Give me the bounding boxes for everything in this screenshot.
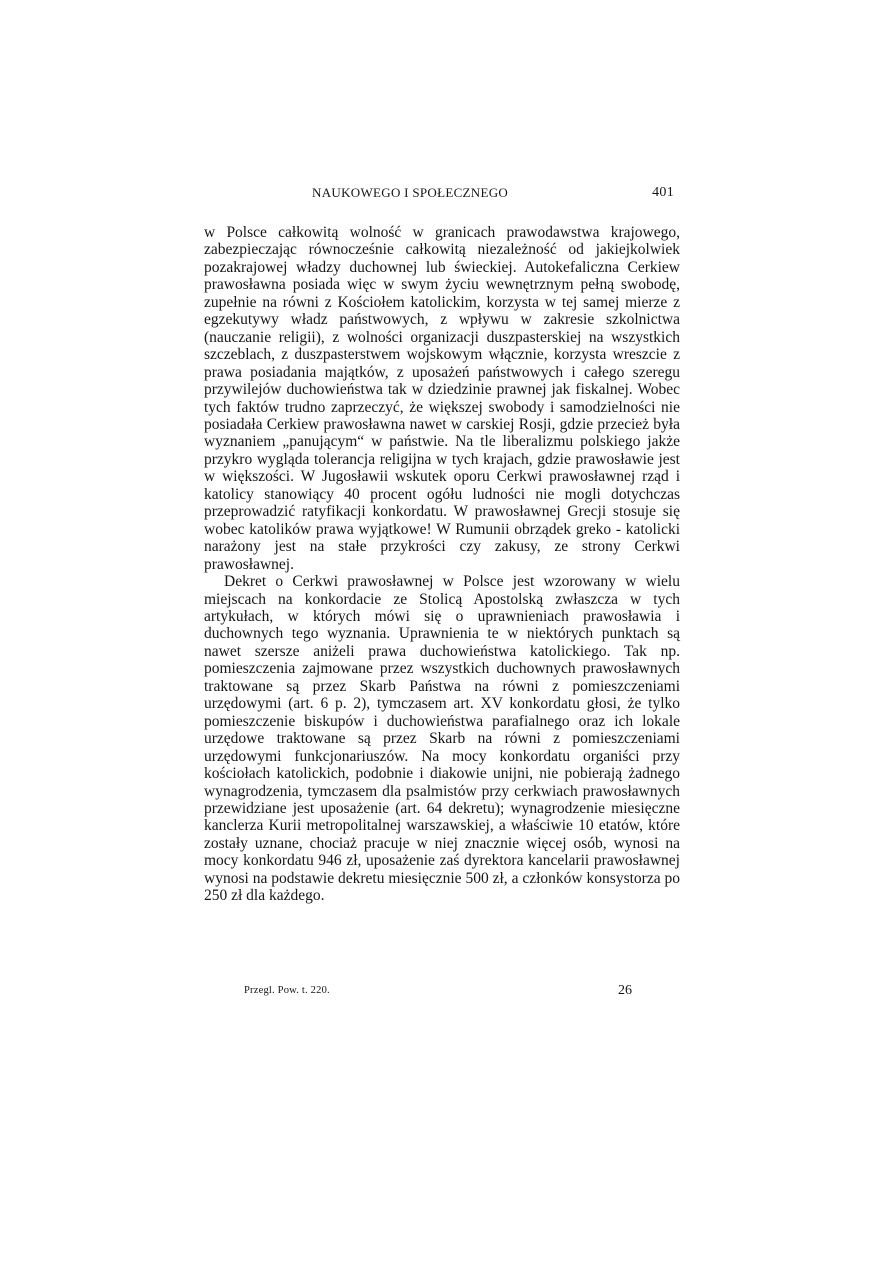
paragraph: Dekret o Cerkwi prawosławnej w Polsce jest wzorowany w wielu miejscach na konkordacie ze Stolicą Apostolską zwłaszcza w tych artykułach, w których mówi się o uprawnieniach prawosławia i duchownych tego wyznania. Uprawnienia te w niektórych punktach są nawet szersze aniżeli prawa duchowieństwa katolickiego. Tak np. pomieszczenia zajmowane przez wszystkich duchownych prawosławnych traktowane są przez Skarb Państwa na równi z pomieszczeniami urzędowymi (art. 6 p. 2), tymczasem art. XV konkordatu głosi, że tylko pomieszczenie biskupów i duchowieństwa parafialnego oraz ich lokale urzędowe traktowane są przez Skarb na równi z pomieszczeniami urzędowymi funkcjonariuszów. Na mocy konkordatu organiści przy kościołach katolickich, podobnie i diakowie unijni, nie pobierają żadnego wynagrodzenia, tymczasem dla psalmistów przy cerkwiach prawosławnych przewidziane jest uposażenie (art. 64 dekretu); wynagrodzenie miesięczne kanclerza Kurii metropolitalnej warszawskiej, a właściwie 10 etatów, które zostały uznane, chociaż pracuje w niej znacznie więcej osób, wynosi na mocy konkordatu 946 zł, uposażenie zaś dyrektora kancelarii prawosławnej wynosi na podstawie dekretu miesięcznie 500 zł, a członków konsystorza po 250 zł dla każdego.: [204, 573, 680, 905]
running-title: NAUKOWEGO I SPOŁECZNEGO: [312, 185, 509, 200]
printer-signature: Przegl. Pow. t. 220.: [244, 985, 330, 996]
running-header: [312, 185, 674, 205]
page-number: 401: [652, 185, 674, 200]
paragraph: w Polsce całkowitą wolność w granicach prawodawstwa krajowego, zabezpieczając równocześnie całkowitą niezależność od jakiejkolwiek pozakrajowej władzy duchownej lub świeckiej. Autokefaliczna Cerkiew prawosławna posiada więc w swym życiu wewnętrznym pełną swobodę, zupełnie na równi z Kościołem katolickim, korzysta w tej samej mierze z egzekutywy władz państwowych, z wpływu w zakresie szkolnictwa (nauczanie religii), z wolności organizacji duszpasterskiej na wszystkich szczeblach, z duszpasterstwem wojskowym włącznie, korzysta wreszcie z prawa posiadania majątków, z uposażeń państwowych i całego szeregu przywilejów duchowieństwa tak w dziedzinie prawnej jak fiskalnej. Wobec tych faktów trudno zaprzeczyć, że większej swobody i samodzielności nie posiadała Cerkiew prawosławna nawet w carskiej Rosji, gdzie przecież była wyznaniem „panującym“ w państwie. Na tle liberalizmu polskiego jakże przykro wygląda tolerancja religijna w tych krajach, gdzie prawosławie jest w większości. W Jugosławii wskutek oporu Cerkwi prawosławnej rząd i katolicy stanowiący 40 procent ogółu ludności nie mogli dotychczas przeprowadzić ratyfikacji konkordatu. W prawosławnej Grecji stosuje się wobec katolików prawa wyjątkowe! W Rumunii obrządek greko - katolicki narażony jest na stałe przykrości czy zakusy, ze strony Cerkwi prawosławnej.: [204, 224, 680, 573]
page-footer: [244, 985, 632, 1001]
sheet-number: 26: [618, 983, 632, 998]
body-text: [204, 224, 680, 905]
